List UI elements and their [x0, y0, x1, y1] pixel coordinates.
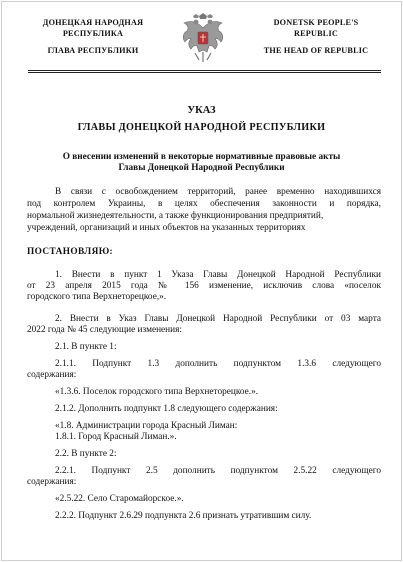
paragraph-2-1-1-line: 2.1.1. Подпункт 1.3 дополнить подпунктом 1.3.6 следующего [55, 359, 381, 369]
org-name-ru-line2: РЕСПУБЛИКА [62, 28, 124, 38]
paragraph-2-line: 2. Внести в Указ Главы Донецкой Народной Республики от 03 марта [55, 314, 381, 324]
paragraph-1-line: городского типа Верхнеторецкое,». [27, 292, 167, 302]
header-rule-bottom [28, 72, 381, 73]
paragraph-2-2: 2.2. В пункте 2: [55, 449, 117, 459]
letterhead-right [251, 18, 381, 57]
quote-1-3-6: «1.3.6. Поселок городского типа Верхнеторецкое.». [55, 387, 259, 397]
office-name-ru: ГЛАВА РЕСПУБЛИКИ [47, 46, 139, 55]
preamble-line: учреждений, организаций и иных объектов на указанных территориях [27, 223, 306, 233]
decree-operative-word: ПОСТАНОВЛЯЮ: [27, 247, 114, 257]
decree-subject-line2: Главы Донецкой Народной Республики [118, 163, 285, 173]
decree-issuer: ГЛАВЫ ДОНЕЦКОЙ НАРОДНОЙ РЕСПУБЛИКИ [77, 122, 326, 133]
header-rule-top [28, 70, 381, 71]
quote-1-8-1: 1.8.1. Город Красный Лиман.». [55, 432, 177, 442]
paragraph-1-line: 1. Внести в пункт 1 Указа Главы Донецкой Народной Республики [55, 270, 381, 280]
quote-1-8: «1.8. Администрации города Красный Лиман: [55, 421, 238, 431]
paragraph-1-line: от 23 апреля 2015 года № 156 изменение, исключив слова «поселок [27, 281, 381, 291]
paragraph-2-2-1-line: содержания: [27, 477, 77, 487]
quote-2-5-22: «2.5.22. Село Старомайорское.». [55, 494, 184, 504]
paragraph-2-1-1-line: содержания: [27, 370, 77, 380]
preamble-line: В связи с освобождением территорий, ранее временно находившихся [55, 187, 381, 197]
org-name-en-line1: DONETSK PEOPLE'S [273, 18, 359, 27]
paragraph-2-2-2: 2.2.2. Подпункт 2.6.29 подпункта 2.6 признать утратившим силу. [55, 511, 312, 521]
letterhead-left [28, 18, 158, 57]
double-headed-eagle-coat-of-arms-icon [180, 12, 226, 70]
decree-title: УКАЗ [187, 105, 216, 116]
office-name-en: THE HEAD OF REPUBLIC [263, 46, 369, 55]
preamble-line: нормальной жизнедеятельности, а также функционирования предприятий, [27, 211, 324, 221]
paragraph-2-line: 2022 года № 45 следующие изменения: [27, 325, 182, 335]
paragraph-2-1: 2.1. В пункте 1: [55, 342, 117, 352]
preamble-line: под контролем Украины, в целях обеспечения законности и порядка, [27, 199, 381, 209]
org-name-ru-line1: ДОНЕЦКАЯ НАРОДНАЯ [42, 18, 144, 27]
paragraph-2-1-2: 2.1.2. Дополнить подпункт 1.8 следующего содержания: [55, 404, 278, 414]
decree-subject-line1: О внесении изменений в некоторые нормативные правовые акты [62, 152, 341, 162]
org-name-en-line2: REPUBLIC [294, 28, 338, 38]
paragraph-2-2-1-line: 2.2.1. Подпункт 2.5 дополнить подпунктом 2.5.22 следующего [55, 466, 381, 476]
